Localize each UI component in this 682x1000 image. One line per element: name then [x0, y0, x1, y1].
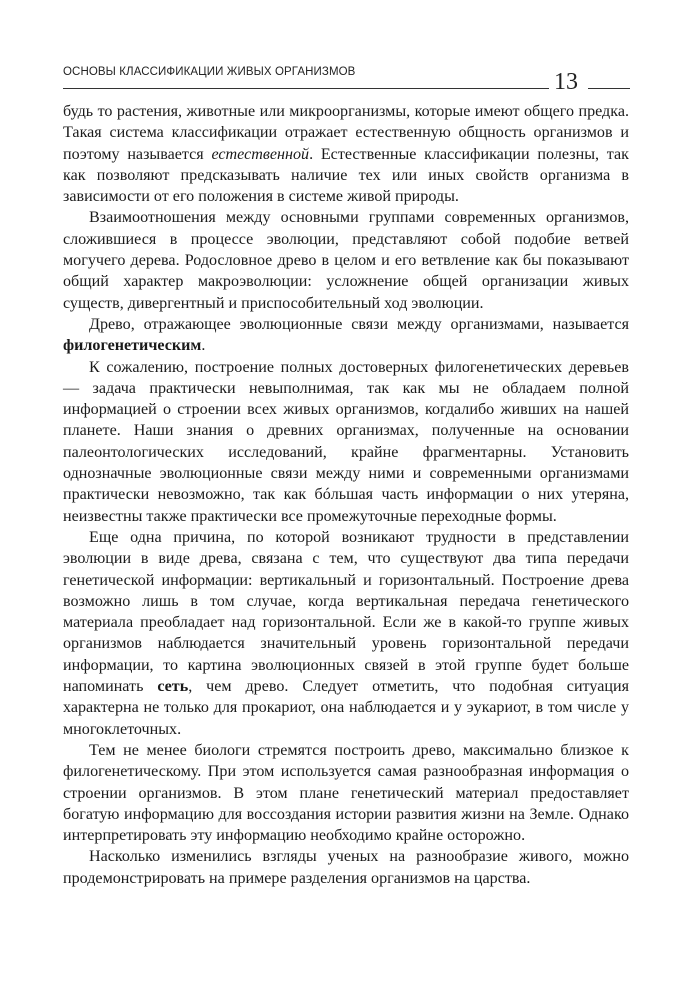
- paragraph-3: [63, 314, 629, 357]
- paragraph-2: Взаимоотношения между основными группами современных организмов, сложившиеся в процессе эволюции, представляют собой подобие ветвей могучего дерева. Родословное древо в целом и его ветвление как бы показывают общий характер макроэволюции: усложнение общей организации живых существ, дивергентный и приспособительный ход эволюции.: [63, 209, 629, 312]
- paragraph-3-text-b: .: [201, 337, 206, 355]
- term-phylogenetic: филогенетическим: [63, 337, 202, 355]
- paragraph-5: [63, 527, 629, 740]
- term-network: сеть: [157, 678, 189, 696]
- paragraph-1-text-a: будь то растения, животные или микроорганизмы, которые имеют общего предка. Такая система классификации отражает естественную общность организмов и поэтому называется: [63, 103, 629, 163]
- page-number: 13: [554, 69, 578, 95]
- running-header: [63, 66, 630, 95]
- paragraph-3-text-a: Древо, отражающее эволюционные связи между организмами, называется: [89, 315, 629, 333]
- page-number-rule: [588, 88, 630, 89]
- paragraph-1-text-b: . Естественные классификации полезны, так как позволяют предсказывать наличие тех или иных свойств организма в зависимости от его положения в системе живой природы.: [63, 145, 630, 206]
- paragraph-7: Насколько изменились взгляды ученых на разнообразие живого, можно продемонстрировать на примере разделения организмов на царства.: [63, 848, 629, 887]
- running-header-title: ОСНОВЫ КЛАССИФИКАЦИИ ЖИВЫХ ОРГАНИЗМОВ: [63, 66, 356, 78]
- paragraph-5-text-b: , чем древо. Следует отметить, что подобная ситуация характерна не только для прокариот, она наблюдается и у эукариот, в том числе у многоклеточных.: [63, 678, 629, 738]
- paragraph-5-text-a: Еще одна причина, по которой возникают трудности в представлении эволюции в виде древа, связана с тем, что существуют два типа передачи генетической информации: вертикальный и горизонтальный. Построение древа возможно лишь в том случае, когда вертикальная передача генетического материала преобладает над горизонтальной. Если же в какой-то группе живых организмов наблюдается значительный уровень горизонтальной передачи информации, то картина эволюционных связей в этой группе будет больше напоминать: [63, 528, 629, 696]
- header-rule: [63, 88, 549, 89]
- page-body: [63, 101, 629, 889]
- paragraph-6: Тем не менее биологи стремятся построить древо, максимально близкое к филогенетическому. При этом используется самая разнообразная информация о строении организмов. В этом плане генетический материал предоставляет богатую информацию для воссоздания истории развития жизни на Земле. Однако интерпретировать эту информацию необходимо крайне осторожно.: [63, 741, 629, 845]
- paragraph-4: К сожалению, построение полных достоверных филогенетических деревьев — задача практически невыполнимая, так как мы не обладаем полной информацией о строении всех живых организмов, когдалибо живших на нашей планете. Наши знания о древних организмах, полученные на основании палеонтологических исследований, крайне фрагментарны. Установить однозначные эволюционные связи между ними и современными организмами практически невозможно, так как бóльшая часть информации о них утеряна, неизвестны также практически все промежуточные переходные формы.: [63, 358, 629, 525]
- term-natural: естественной: [211, 145, 310, 163]
- paragraph-1: [63, 101, 629, 207]
